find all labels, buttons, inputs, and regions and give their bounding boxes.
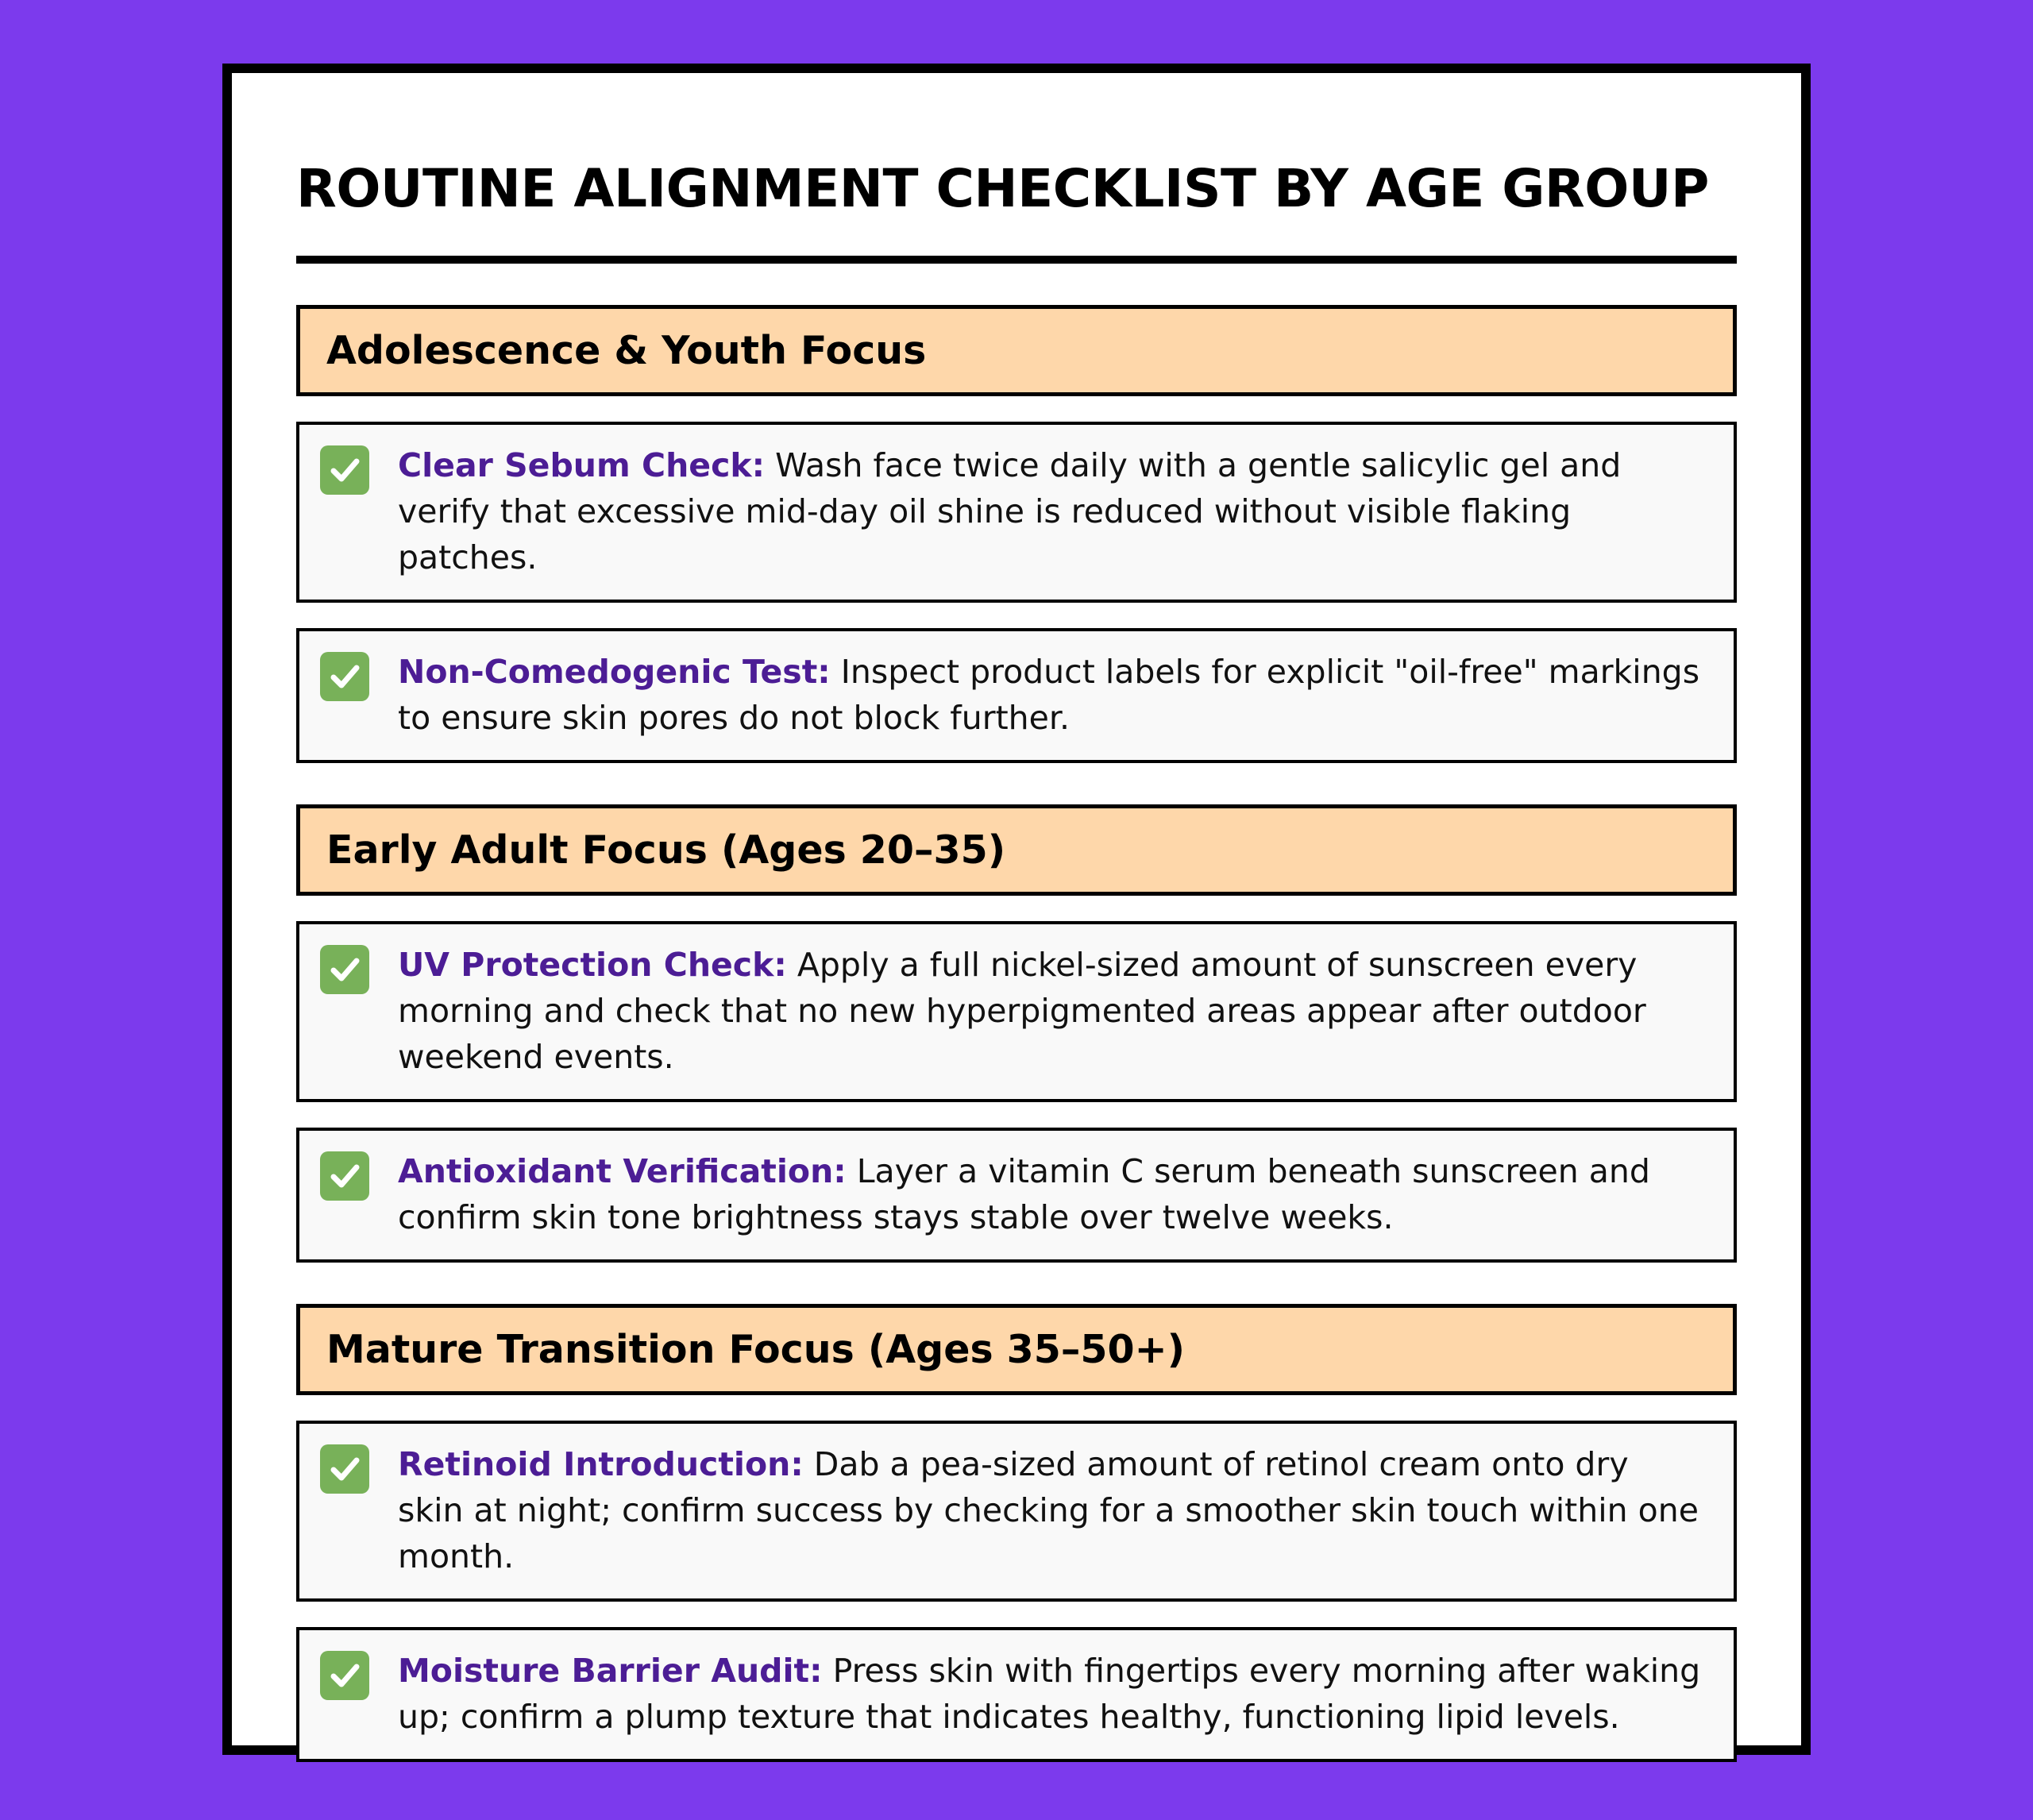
item-text: [398, 649, 1702, 741]
item-label: Non-Comedogenic Test:: [398, 653, 831, 691]
item-label: Clear Sebum Check:: [398, 446, 766, 484]
item-text: [398, 1441, 1702, 1579]
item-label: UV Protection Check:: [398, 946, 787, 984]
check-mark-icon: [320, 1651, 369, 1700]
item-description: Apply a full nickel-sized amount of sunscreen every morning and check that no new hyperpigmented areas appear after outdoor weekend events.: [398, 946, 1646, 1076]
check-mark-icon: [320, 945, 369, 994]
checklist-item: [296, 628, 1737, 763]
item-label: Retinoid Introduction:: [398, 1445, 804, 1483]
checklist-item: [296, 1128, 1737, 1263]
item-description: Press skin with fingertips every morning after waking up; confirm a plump texture that indicates healthy, functioning lipid levels.: [398, 1652, 1701, 1736]
item-text: [398, 442, 1702, 580]
item-description: Dab a pea-sized amount of retinol cream onto dry skin at night; confirm success by checking for a smoother skin touch within one month.: [398, 1445, 1699, 1575]
item-description: Wash face twice daily with a gentle salicylic gel and verify that excessive mid-day oil shine is reduced without visible flaking patches.: [398, 446, 1622, 576]
item-description: Inspect product labels for explicit "oil-free" markings to ensure skin pores do not block further.: [398, 653, 1700, 737]
check-mark-icon: [320, 445, 369, 495]
section-early-adult: [296, 804, 1737, 1263]
section-heading: Early Adult Focus (Ages 20–35): [296, 804, 1737, 896]
page-title: ROUTINE ALIGNMENT CHECKLIST BY AGE GROUP: [296, 158, 1709, 219]
title-divider: [296, 256, 1737, 264]
item-label: Moisture Barrier Audit:: [398, 1652, 823, 1690]
checklist-item: [296, 1421, 1737, 1602]
section-mature-transition: [296, 1304, 1737, 1762]
checklist-item: [296, 422, 1737, 603]
item-label: Antioxidant Verification:: [398, 1152, 847, 1190]
section-heading: Adolescence & Youth Focus: [296, 305, 1737, 396]
item-text: [398, 1648, 1702, 1740]
check-mark-icon: [320, 1151, 369, 1201]
item-description: Layer a vitamin C serum beneath sunscreen and confirm skin tone brightness stays stable over twelve weeks.: [398, 1152, 1650, 1236]
check-mark-icon: [320, 1444, 369, 1494]
checklist-item: [296, 1627, 1737, 1762]
checklist-item: [296, 921, 1737, 1102]
checklist-card: [222, 64, 1811, 1755]
section-adolescence-youth: [296, 305, 1737, 763]
check-mark-icon: [320, 652, 369, 701]
item-text: [398, 1148, 1702, 1240]
item-text: [398, 942, 1702, 1080]
section-heading: Mature Transition Focus (Ages 35–50+): [296, 1304, 1737, 1395]
